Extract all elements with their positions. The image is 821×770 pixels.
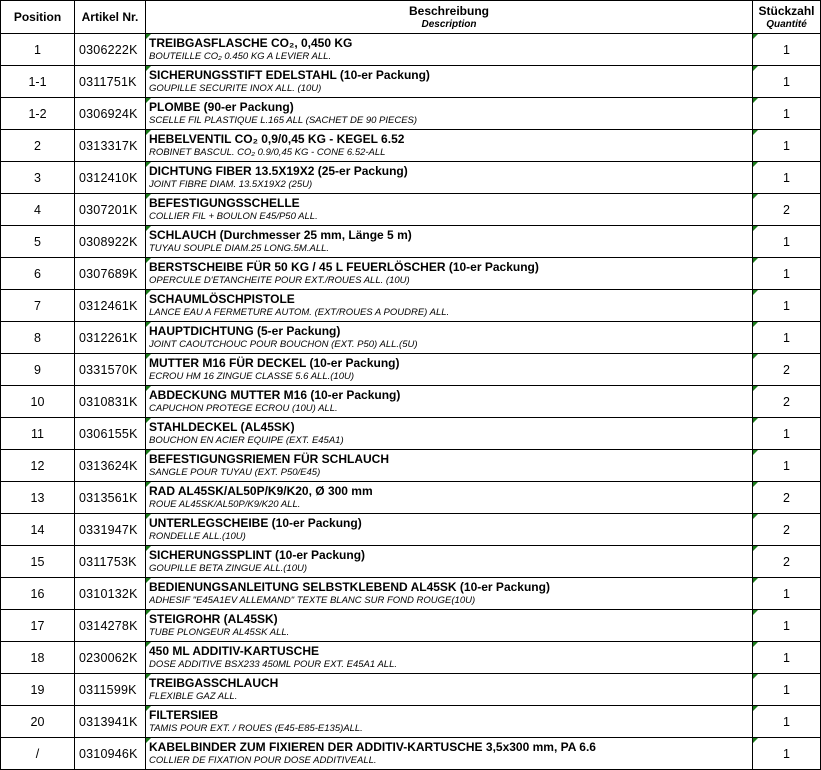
description-cell — [146, 130, 753, 162]
cell-marker — [146, 194, 151, 199]
quantity-cell — [753, 514, 821, 546]
description-de: BEFESTIGUNGSSCHELLE — [149, 196, 300, 210]
cell-marker — [753, 706, 758, 711]
table-row — [1, 34, 821, 66]
header-artikel: Artikel Nr. — [75, 1, 146, 34]
cell-marker — [146, 674, 151, 679]
cell-marker — [146, 258, 151, 263]
description-de: HAUPTDICHTUNG (5-er Packung) — [149, 324, 341, 338]
description-fr: TAMIS POUR EXT. / ROUES (E45-E85-E135)ALL. — [149, 723, 363, 734]
table-row — [1, 674, 821, 706]
table-row — [1, 66, 821, 98]
quantity-value: 2 — [783, 202, 790, 217]
quantity-value: 1 — [783, 106, 790, 121]
cell-marker — [146, 290, 151, 295]
quantity-cell — [753, 66, 821, 98]
position-cell: 15 — [1, 546, 75, 578]
position-cell: 14 — [1, 514, 75, 546]
header-description — [146, 1, 753, 34]
cell-marker — [753, 610, 758, 615]
cell-marker — [753, 418, 758, 423]
description-de: TREIBGASSCHLAUCH — [149, 676, 279, 690]
table-row — [1, 130, 821, 162]
description-de: PLOMBE (90-er Packung) — [149, 100, 294, 114]
description-fr: GOUPILLE SECURITE INOX ALL. (10U) — [149, 83, 322, 94]
header-row — [1, 1, 821, 34]
table-row — [1, 354, 821, 386]
table-row — [1, 98, 821, 130]
description-fr: ECROU HM 16 ZINGUE CLASSE 5.6 ALL.(10U) — [149, 371, 355, 382]
cell-marker — [146, 130, 151, 135]
quantity-cell — [753, 162, 821, 194]
quantity-cell — [753, 610, 821, 642]
cell-marker — [753, 162, 758, 167]
cell-marker — [146, 226, 151, 231]
table-row — [1, 546, 821, 578]
description-fr: TUYAU SOUPLE DIAM.25 LONG.5M.ALL. — [149, 243, 330, 254]
position-cell: 10 — [1, 386, 75, 418]
cell-marker — [753, 482, 758, 487]
cell-marker — [753, 578, 758, 583]
quantity-cell — [753, 642, 821, 674]
description-cell — [146, 386, 753, 418]
article-number-cell: 0306155K — [75, 418, 146, 450]
quantity-value: 1 — [783, 586, 790, 601]
cell-marker — [753, 66, 758, 71]
cell-marker — [146, 386, 151, 391]
cell-marker — [753, 642, 758, 647]
cell-marker — [753, 226, 758, 231]
article-number-cell: 0312261K — [75, 322, 146, 354]
description-cell — [146, 482, 753, 514]
quantity-cell — [753, 194, 821, 226]
quantity-cell — [753, 34, 821, 66]
position-cell: 12 — [1, 450, 75, 482]
quantity-cell — [753, 706, 821, 738]
position-cell: 13 — [1, 482, 75, 514]
position-cell: 16 — [1, 578, 75, 610]
article-number-cell: 0331570K — [75, 354, 146, 386]
description-cell — [146, 610, 753, 642]
header-position: Position — [1, 1, 75, 34]
article-number-cell: 0310946K — [75, 738, 146, 770]
quantity-value: 1 — [783, 426, 790, 441]
position-cell: 17 — [1, 610, 75, 642]
description-cell — [146, 290, 753, 322]
cell-marker — [146, 162, 151, 167]
position-cell: 20 — [1, 706, 75, 738]
description-cell — [146, 418, 753, 450]
article-number-cell: 0308922K — [75, 226, 146, 258]
article-number-cell: 0306924K — [75, 98, 146, 130]
header-beschreibung: Beschreibung — [408, 3, 489, 18]
description-fr: BOUTEILLE CO₂ 0.450 KG A LEVIER ALL. — [149, 51, 332, 62]
quantity-cell — [753, 482, 821, 514]
cell-marker — [753, 674, 758, 679]
table-row — [1, 578, 821, 610]
description-fr: RONDELLE ALL.(10U) — [149, 531, 246, 542]
quantity-cell — [753, 450, 821, 482]
cell-marker — [146, 450, 151, 455]
article-number-cell: 0331947K — [75, 514, 146, 546]
cell-marker — [146, 546, 151, 551]
cell-marker — [146, 514, 151, 519]
position-cell: 11 — [1, 418, 75, 450]
description-de: 450 ML ADDITIV-KARTUSCHE — [149, 644, 320, 658]
table-row — [1, 226, 821, 258]
quantity-value: 2 — [783, 554, 790, 569]
quantity-value: 1 — [783, 682, 790, 697]
description-de: ABDECKUNG MUTTER M16 (10-er Packung) — [149, 388, 401, 402]
article-number-cell: 0311753K — [75, 546, 146, 578]
quantity-value: 1 — [783, 138, 790, 153]
table-row — [1, 738, 821, 770]
quantity-cell — [753, 322, 821, 354]
cell-marker — [146, 34, 151, 39]
description-cell — [146, 642, 753, 674]
quantity-value: 1 — [783, 458, 790, 473]
description-de: BEFESTIGUNGSRIEMEN FÜR SCHLAUCH — [149, 452, 390, 466]
description-fr: JOINT FIBRE DIAM. 13.5X19X2 (25U) — [149, 179, 313, 190]
cell-marker — [753, 194, 758, 199]
position-cell: 6 — [1, 258, 75, 290]
cell-marker — [753, 98, 758, 103]
description-cell — [146, 546, 753, 578]
description-cell — [146, 674, 753, 706]
description-fr: COLLIER FIL + BOULON E45/P50 ALL. — [149, 211, 318, 222]
description-cell — [146, 66, 753, 98]
quantity-cell — [753, 418, 821, 450]
table-row — [1, 290, 821, 322]
description-de: KABELBINDER ZUM FIXIEREN DER ADDITIV-KARTUSCHE 3,5x300 mm, PA 6.6 — [149, 740, 596, 754]
position-cell: 3 — [1, 162, 75, 194]
description-de: STEIGROHR (AL45SK) — [149, 612, 278, 626]
quantity-cell — [753, 226, 821, 258]
position-cell: 4 — [1, 194, 75, 226]
description-fr: OPERCULE D'ETANCHEITE POUR EXT./ROUES ALL. (10U) — [149, 275, 410, 286]
article-number-cell: 0311599K — [75, 674, 146, 706]
quantity-value: 1 — [783, 650, 790, 665]
description-de: DICHTUNG FIBER 13.5X19X2 (25-er Packung) — [149, 164, 408, 178]
description-de: SCHAUMLÖSCHPISTOLE — [149, 292, 295, 306]
position-cell: 19 — [1, 674, 75, 706]
quantity-cell — [753, 130, 821, 162]
description-fr: GOUPILLE BETA ZINGUE ALL.(10U) — [149, 563, 308, 574]
description-cell — [146, 162, 753, 194]
article-number-cell: 0313317K — [75, 130, 146, 162]
quantity-value: 1 — [783, 234, 790, 249]
article-number-cell: 0314278K — [75, 610, 146, 642]
quantity-value: 1 — [783, 714, 790, 729]
quantity-value: 1 — [783, 42, 790, 57]
description-fr: ROBINET BASCUL. CO₂ 0.9/0,45 KG - CONE 6.52-ALL — [149, 147, 386, 158]
description-de: STAHLDECKEL (AL45SK) — [149, 420, 295, 434]
position-cell: 5 — [1, 226, 75, 258]
cell-marker — [753, 514, 758, 519]
quantity-cell — [753, 578, 821, 610]
quantity-cell — [753, 738, 821, 770]
cell-marker — [146, 482, 151, 487]
cell-marker — [753, 738, 758, 743]
description-fr: ROUE AL45SK/AL50P/K9/K20 ALL. — [149, 499, 301, 510]
cell-marker — [753, 322, 758, 327]
table-row — [1, 418, 821, 450]
quantity-value: 1 — [783, 74, 790, 89]
cell-marker — [146, 98, 151, 103]
cell-marker — [753, 450, 758, 455]
description-cell — [146, 258, 753, 290]
quantity-value: 2 — [783, 522, 790, 537]
quantity-cell — [753, 258, 821, 290]
description-fr: TUBE PLONGEUR AL45SK ALL. — [149, 627, 290, 638]
table-row — [1, 194, 821, 226]
quantity-value: 1 — [783, 746, 790, 761]
cell-marker — [146, 578, 151, 583]
description-de: UNTERLEGSCHEIBE (10-er Packung) — [149, 516, 362, 530]
quantity-cell — [753, 546, 821, 578]
quantity-value: 1 — [783, 618, 790, 633]
description-cell — [146, 450, 753, 482]
header-quantite: Quantité — [766, 18, 807, 30]
table-row — [1, 386, 821, 418]
cell-marker — [753, 354, 758, 359]
quantity-cell — [753, 386, 821, 418]
description-fr: CAPUCHON PROTEGE ECROU (10U) ALL. — [149, 403, 338, 414]
cell-marker — [146, 610, 151, 615]
quantity-cell — [753, 354, 821, 386]
cell-marker — [753, 34, 758, 39]
quantity-cell — [753, 290, 821, 322]
table-row — [1, 322, 821, 354]
article-number-cell: 0307201K — [75, 194, 146, 226]
cell-marker — [753, 386, 758, 391]
cell-marker — [146, 642, 151, 647]
description-de: FILTERSIEB — [149, 708, 219, 722]
cell-marker — [753, 130, 758, 135]
table-row — [1, 482, 821, 514]
position-cell: 9 — [1, 354, 75, 386]
description-cell — [146, 98, 753, 130]
table-row — [1, 642, 821, 674]
description-de: SCHLAUCH (Durchmesser 25 mm, Länge 5 m) — [149, 228, 412, 242]
description-cell — [146, 226, 753, 258]
header-description-fr: Description — [421, 18, 477, 30]
quantity-cell — [753, 98, 821, 130]
cell-marker — [146, 738, 151, 743]
position-cell: 2 — [1, 130, 75, 162]
article-number-cell: 0312410K — [75, 162, 146, 194]
article-number-cell: 0306222K — [75, 34, 146, 66]
description-fr: COLLIER DE FIXATION POUR DOSE ADDITIVEALL. — [149, 755, 377, 766]
article-number-cell: 0313624K — [75, 450, 146, 482]
description-de: BERSTSCHEIBE FÜR 50 KG / 45 L FEUERLÖSCHER (10-er Packung) — [149, 260, 539, 274]
quantity-value: 2 — [783, 490, 790, 505]
description-cell — [146, 514, 753, 546]
description-cell — [146, 738, 753, 770]
cell-marker — [753, 290, 758, 295]
description-cell — [146, 354, 753, 386]
quantity-value: 2 — [783, 362, 790, 377]
header-quantity — [753, 1, 821, 34]
description-fr: SANGLE POUR TUYAU (EXT. P50/E45) — [149, 467, 321, 478]
table-row — [1, 610, 821, 642]
table-row — [1, 258, 821, 290]
description-fr: SCELLE FIL PLASTIQUE L.165 ALL (SACHET DE 90 PIECES) — [149, 115, 418, 126]
position-cell: 8 — [1, 322, 75, 354]
header-stueckzahl: Stückzahl — [758, 3, 815, 18]
article-number-cell: 0230062K — [75, 642, 146, 674]
description-fr: JOINT CAOUTCHOUC POUR BOUCHON (EXT. P50) ALL.(5U) — [149, 339, 418, 350]
cell-marker — [753, 258, 758, 263]
position-cell: 1-2 — [1, 98, 75, 130]
cell-marker — [146, 706, 151, 711]
cell-marker — [753, 546, 758, 551]
quantity-value: 1 — [783, 170, 790, 185]
article-number-cell: 0307689K — [75, 258, 146, 290]
description-cell — [146, 34, 753, 66]
cell-marker — [146, 66, 151, 71]
quantity-value: 1 — [783, 330, 790, 345]
position-cell: 1-1 — [1, 66, 75, 98]
article-number-cell: 0313941K — [75, 706, 146, 738]
table-row — [1, 162, 821, 194]
cell-marker — [146, 418, 151, 423]
description-cell — [146, 194, 753, 226]
description-de: RAD AL45SK/AL50P/K9/K20, Ø 300 mm — [149, 484, 373, 498]
description-cell — [146, 578, 753, 610]
position-cell: / — [1, 738, 75, 770]
description-de: MUTTER M16 FÜR DECKEL (10-er Packung) — [149, 356, 400, 370]
table-row — [1, 450, 821, 482]
article-number-cell: 0311751K — [75, 66, 146, 98]
description-fr: ADHESIF "E45A1EV ALLEMAND" TEXTE BLANC SUR FOND ROUGE(10U) — [149, 595, 476, 606]
description-de: TREIBGASFLASCHE CO₂, 0,450 KG — [149, 36, 353, 50]
position-cell: 7 — [1, 290, 75, 322]
description-de: SICHERUNGSSPLINT (10-er Packung) — [149, 548, 366, 562]
table-row — [1, 514, 821, 546]
description-fr: FLEXIBLE GAZ ALL. — [149, 691, 238, 702]
article-number-cell: 0310831K — [75, 386, 146, 418]
quantity-value: 1 — [783, 298, 790, 313]
quantity-cell — [753, 674, 821, 706]
cell-marker — [146, 354, 151, 359]
cell-marker — [146, 322, 151, 327]
article-number-cell: 0310132K — [75, 578, 146, 610]
table-row — [1, 706, 821, 738]
article-number-cell: 0312461K — [75, 290, 146, 322]
description-fr: DOSE ADDITIVE BSX233 450ML POUR EXT. E45A1 ALL. — [149, 659, 397, 670]
article-number-cell: 0313561K — [75, 482, 146, 514]
description-de: HEBELVENTIL CO₂ 0,9/0,45 KG - KEGEL 6.52 — [149, 132, 405, 146]
description-cell — [146, 322, 753, 354]
quantity-value: 2 — [783, 394, 790, 409]
position-cell: 1 — [1, 34, 75, 66]
quantity-value: 1 — [783, 266, 790, 281]
description-cell — [146, 706, 753, 738]
description-de: BEDIENUNGSANLEITUNG SELBSTKLEBEND AL45SK (10-er Packung) — [149, 580, 550, 594]
description-de: SICHERUNGSSTIFT EDELSTAHL (10-er Packung) — [149, 68, 430, 82]
description-fr: BOUCHON EN ACIER EQUIPE (EXT. E45A1) — [149, 435, 344, 446]
position-cell: 18 — [1, 642, 75, 674]
description-fr: LANCE EAU A FERMETURE AUTOM. (EXT/ROUES A POUDRE) ALL. — [149, 307, 450, 318]
